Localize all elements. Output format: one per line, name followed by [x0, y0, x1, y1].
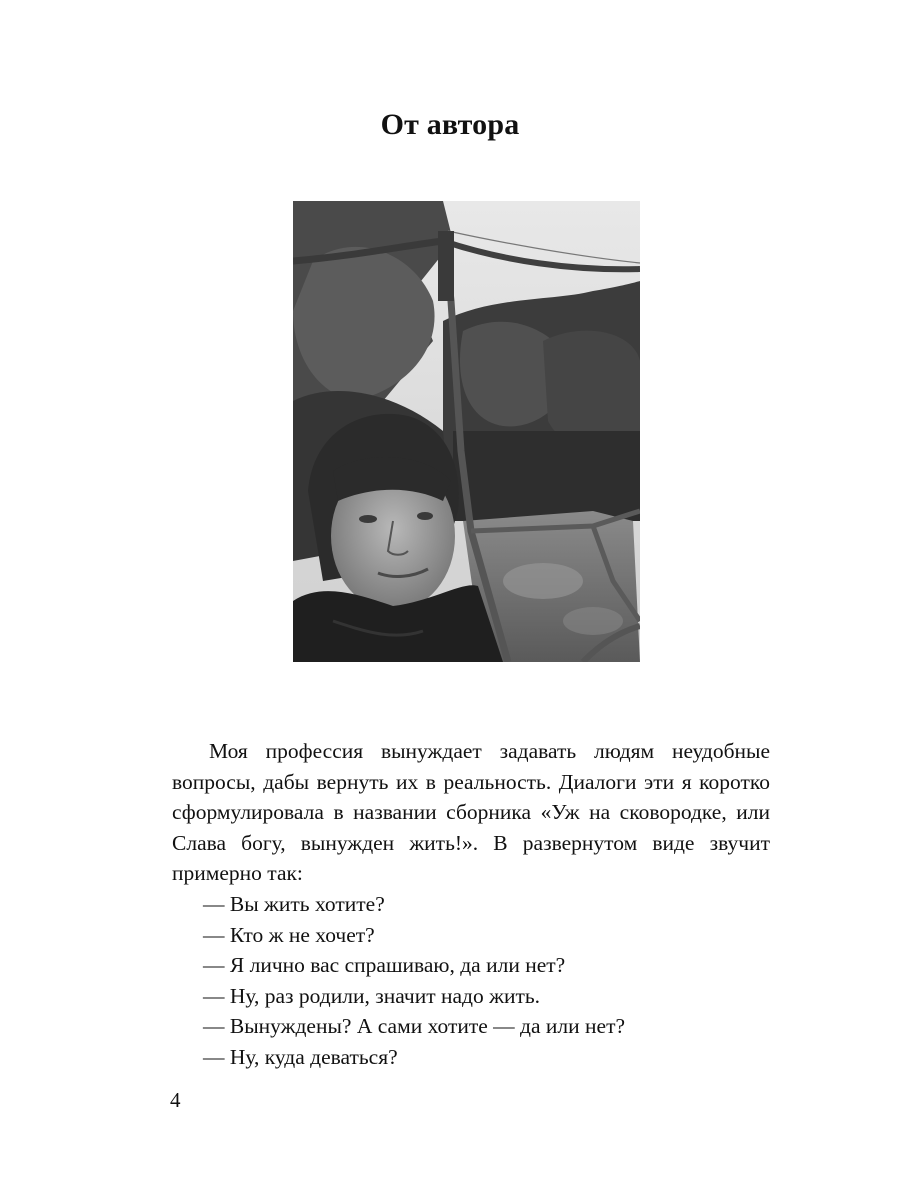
- dialogue-list: [172, 889, 770, 1073]
- dialogue-line: — Вы жить хотите?: [203, 891, 385, 916]
- body-text: [172, 736, 770, 1073]
- intro-paragraph: Моя профессия вынуждает задавать людям неудобные вопросы, дабы вернуть их в реальность. Диалоги эти я коротко сформулировала в названии сборника «Уж на сковородке, или Слава богу, вынужден жить!». В развернутом виде звучит примерно так:: [172, 739, 770, 886]
- dialogue-line: — Я лично вас спрашиваю, да или нет?: [203, 953, 566, 978]
- section-title: От автора: [380, 108, 520, 141]
- page-number: 4: [170, 1088, 181, 1112]
- dialogue-line: — Ну, раз родили, значит надо жить.: [203, 983, 541, 1008]
- dialogue-line: — Ну, куда деваться?: [203, 1044, 398, 1069]
- author-photo: [293, 201, 640, 662]
- author-photo-image: [293, 201, 640, 662]
- dialogue-line: — Вынуждены? А сами хотите — да или нет?: [203, 1014, 626, 1039]
- dialogue-line: — Кто ж не хочет?: [203, 922, 375, 947]
